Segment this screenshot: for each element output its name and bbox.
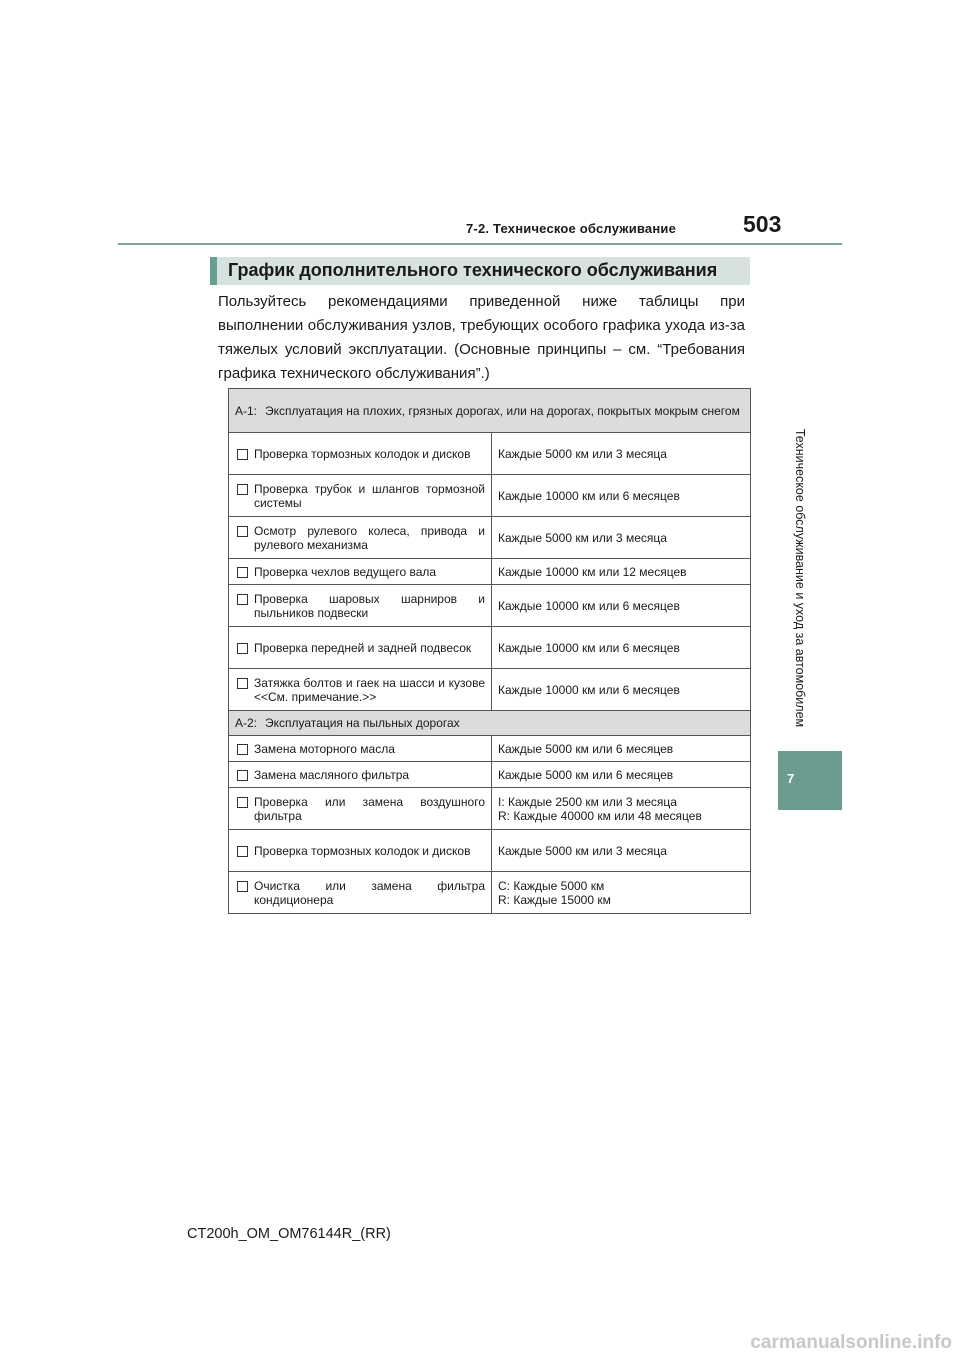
table-row — [229, 475, 751, 517]
category-row-a1 — [229, 389, 751, 433]
item-text: Проверка шаровых шарниров и пыльников подвески — [254, 591, 485, 620]
checkbox-icon — [237, 881, 248, 892]
interval-cell: Каждые 5000 км или 6 месяцев — [492, 762, 751, 788]
table-row — [229, 830, 751, 872]
checkbox-icon — [237, 526, 248, 537]
running-header-section: 7-2. Техническое обслуживание — [466, 221, 677, 236]
interval-cell: Каждые 10000 км или 6 месяцев — [492, 669, 751, 711]
table-row — [229, 559, 751, 585]
item-text: Замена моторного масла — [254, 741, 395, 756]
section-title: График дополнительного технического обслуживания — [228, 260, 718, 280]
item-text: Затяжка болтов и гаек на шасси и кузове <<См. примечание.>> — [254, 675, 485, 704]
interval-cell: Каждые 10000 км или 6 месяцев — [492, 585, 751, 627]
interval-line: R: Каждые 15000 км — [498, 892, 611, 907]
table-row — [229, 517, 751, 559]
item-text: Проверка передней и задней подвесок — [254, 640, 472, 655]
table-row — [229, 627, 751, 669]
document-code-footer: CT200h_OM_OM76144R_(RR) — [187, 1226, 391, 1242]
item-text: Проверка тормозных колодок и дисков — [254, 446, 471, 461]
table-row — [229, 872, 751, 914]
chapter-tab[interactable] — [778, 751, 842, 810]
interval-cell — [492, 788, 751, 830]
interval-cell: Каждые 5000 км или 6 месяцев — [492, 736, 751, 762]
page-number: 503 — [743, 211, 782, 237]
interval-cell — [492, 872, 751, 914]
interval-line: I: Каждые 2500 км или 3 месяца — [498, 794, 677, 809]
category-row-a2 — [229, 711, 751, 736]
interval-line: R: Каждые 40000 км или 48 месяцев — [498, 808, 702, 823]
table-row — [229, 736, 751, 762]
category-code: A-2: — [235, 716, 258, 730]
item-text: Проверка или замена воздушного фильтра — [254, 794, 485, 823]
interval-cell: Каждые 5000 км или 3 месяца — [492, 830, 751, 872]
interval-line: C: Каждые 5000 км — [498, 878, 605, 893]
checkbox-icon — [237, 484, 248, 495]
interval-cell: Каждые 10000 км или 6 месяцев — [492, 475, 751, 517]
checkbox-icon — [237, 678, 248, 689]
item-text: Осмотр рулевого колеса, привода и рулевого механизма — [254, 523, 485, 552]
section-title-bar — [210, 257, 750, 285]
interval-cell: Каждые 5000 км или 3 месяца — [492, 517, 751, 559]
maintenance-schedule-table — [228, 388, 751, 914]
header-divider — [118, 243, 842, 245]
item-text: Проверка тормозных колодок и дисков — [254, 843, 471, 858]
item-text: Замена масляного фильтра — [254, 767, 410, 782]
checkbox-icon — [237, 770, 248, 781]
item-text: Проверка трубок и шлангов тормозной системы — [254, 481, 485, 510]
checkbox-icon — [237, 643, 248, 654]
chapter-number: 7 — [787, 771, 795, 786]
side-chapter-label — [780, 408, 820, 748]
side-chapter-label-text: Техническое обслуживание и уход за автомобилем — [793, 428, 808, 728]
category-code: A-1: — [235, 403, 258, 418]
checkbox-icon — [237, 594, 248, 605]
checkbox-icon — [237, 567, 248, 578]
interval-cell: Каждые 10000 км или 12 месяцев — [492, 559, 751, 585]
table-row — [229, 585, 751, 627]
intro-paragraph: Пользуйтесь рекомендациями приведенной ниже таблицы при выполнении обслуживания узлов, требующих особого графика ухода из-за тяжелых условий эксплуатации. (Основные принципы – см. “Требования графика технического обслуживания”.) — [218, 293, 745, 382]
checkbox-icon — [237, 744, 248, 755]
category-title: Эксплуатация на пыльных дорогах — [265, 716, 460, 730]
category-title: Эксплуатация на плохих, грязных дорогах, или на дорогах, покрытых мокрым снегом — [265, 403, 740, 418]
checkbox-icon — [237, 449, 248, 460]
table-row — [229, 788, 751, 830]
item-text: Очистка или замена фильтра кондиционера — [254, 878, 485, 907]
watermark-text: carmanualsonline.info — [750, 1332, 952, 1353]
table-row — [229, 433, 751, 475]
interval-cell: Каждые 5000 км или 3 месяца — [492, 433, 751, 475]
checkbox-icon — [237, 797, 248, 808]
item-text: Проверка чехлов ведущего вала — [254, 564, 437, 579]
table-row — [229, 762, 751, 788]
checkbox-icon — [237, 846, 248, 857]
table-row — [229, 669, 751, 711]
interval-cell: Каждые 10000 км или 6 месяцев — [492, 627, 751, 669]
